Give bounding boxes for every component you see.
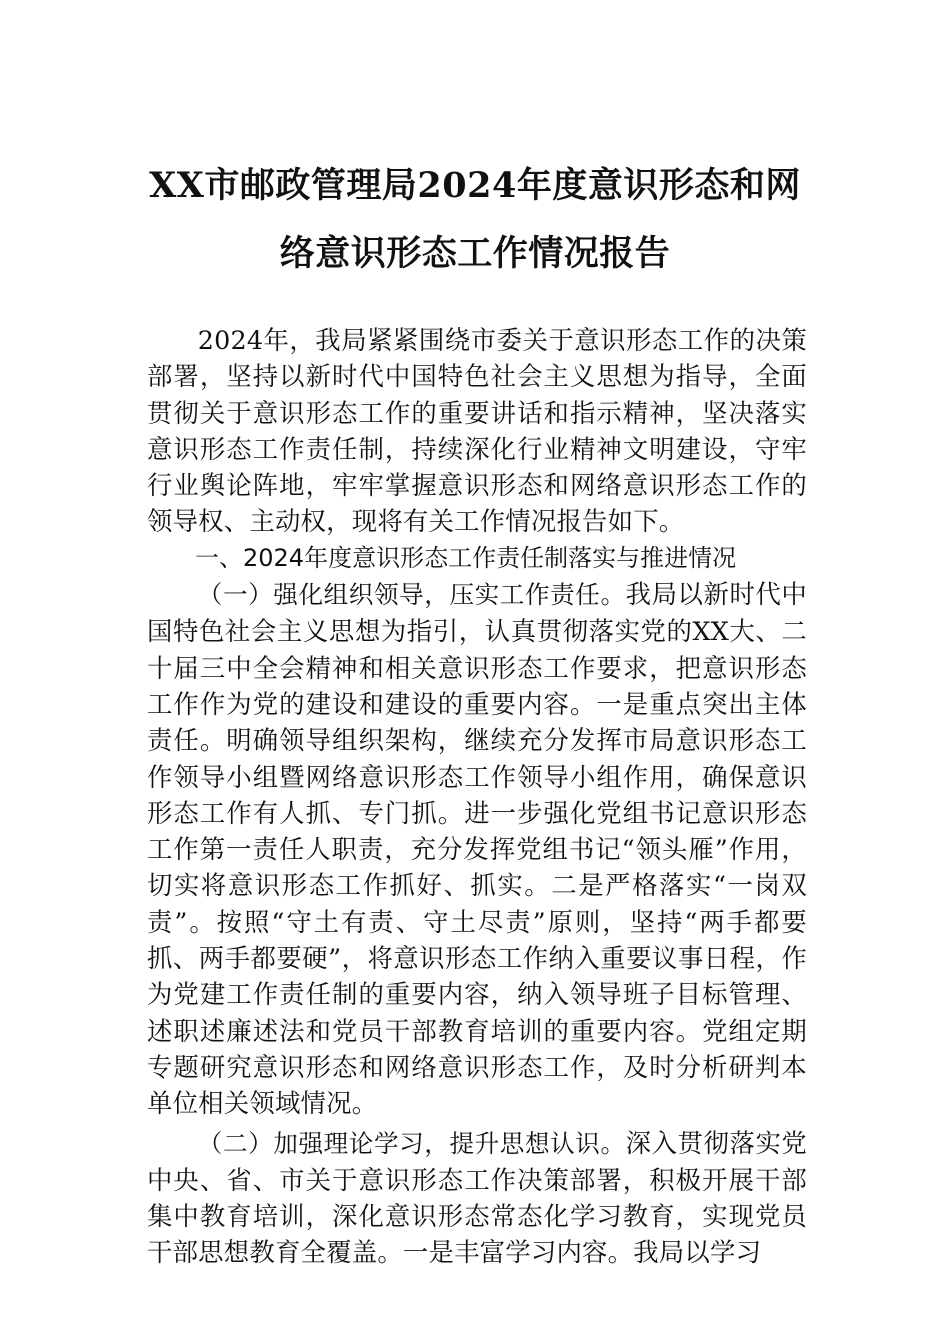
subsection-1-paragraph — [147, 576, 807, 1121]
subsection-2-body: 深入贯彻落实党中央、省、市关于意识形态工作决策部署，积极开展干部集中教育培训，深化意识形态常态化学习教育，实现党员干部思想教育全覆盖。一是丰富学习内容。我局以学习 — [147, 1127, 807, 1268]
subsection-2-paragraph — [147, 1125, 807, 1271]
document-body — [147, 322, 807, 1271]
subsection-2-lead: （二）加强理论学习，提升思想认识。 — [197, 1128, 626, 1158]
subsection-1-body: 我局以新时代中国特色社会主义思想为指引，认真贯彻落实党的XX大、二十届三中全会精神和相关意识形态工作要求，把意识形态工作作为党的建设和建设的重要内容。一是重点突出主体责任。明确领导组织架构，继续充分发挥市局意识形态工作领导小组暨网络意识形态工作领导小组作用，确保意识形态工作有人抓、专门抓。进一步强化党组书记意识形态工作第一责任人职责，充分发挥党组书记“领头雁”作用，切实将意识形态工作抓好、抓实。二是严格落实“一岗双责”。按照“守土有责、守土尽责”原则，坚持“两手都要抓、两手都要硬”，将意识形态工作纳入重要议事日程，作为党建工作责任制的重要内容，纳入领导班子目标管理、述职述廉述法和党员干部教育培训的重要内容。党组定期专题研究意识形态和网络意识形态工作，及时分析研判本单位相关领域情况。 — [147, 579, 807, 1119]
intro-paragraph: 2024年，我局紧紧围绕市委关于意识形态工作的决策部署，坚持以新时代中国特色社会主义思想为指导，全面贯彻关于意识形态工作的重要讲话和指示精神，坚决落实意识形态工作责任制，持续深化行业精神文明建设，守牢行业舆论阵地，牢牢掌握意识形态和网络意识形态工作的领导权、主动权，现将有关工作情况报告如下。 — [147, 325, 807, 537]
subsection-1-lead: （一）强化组织领导，压实工作责任。 — [197, 580, 626, 610]
section-1-heading: 一、2024年度意识形态工作责任制落实与推进情况 — [195, 543, 737, 572]
document-title-line-1: XX市邮政管理局2024年度意识形态和网 — [149, 165, 801, 206]
document-title-line-2: 络意识形态工作情况报告 — [279, 233, 671, 274]
